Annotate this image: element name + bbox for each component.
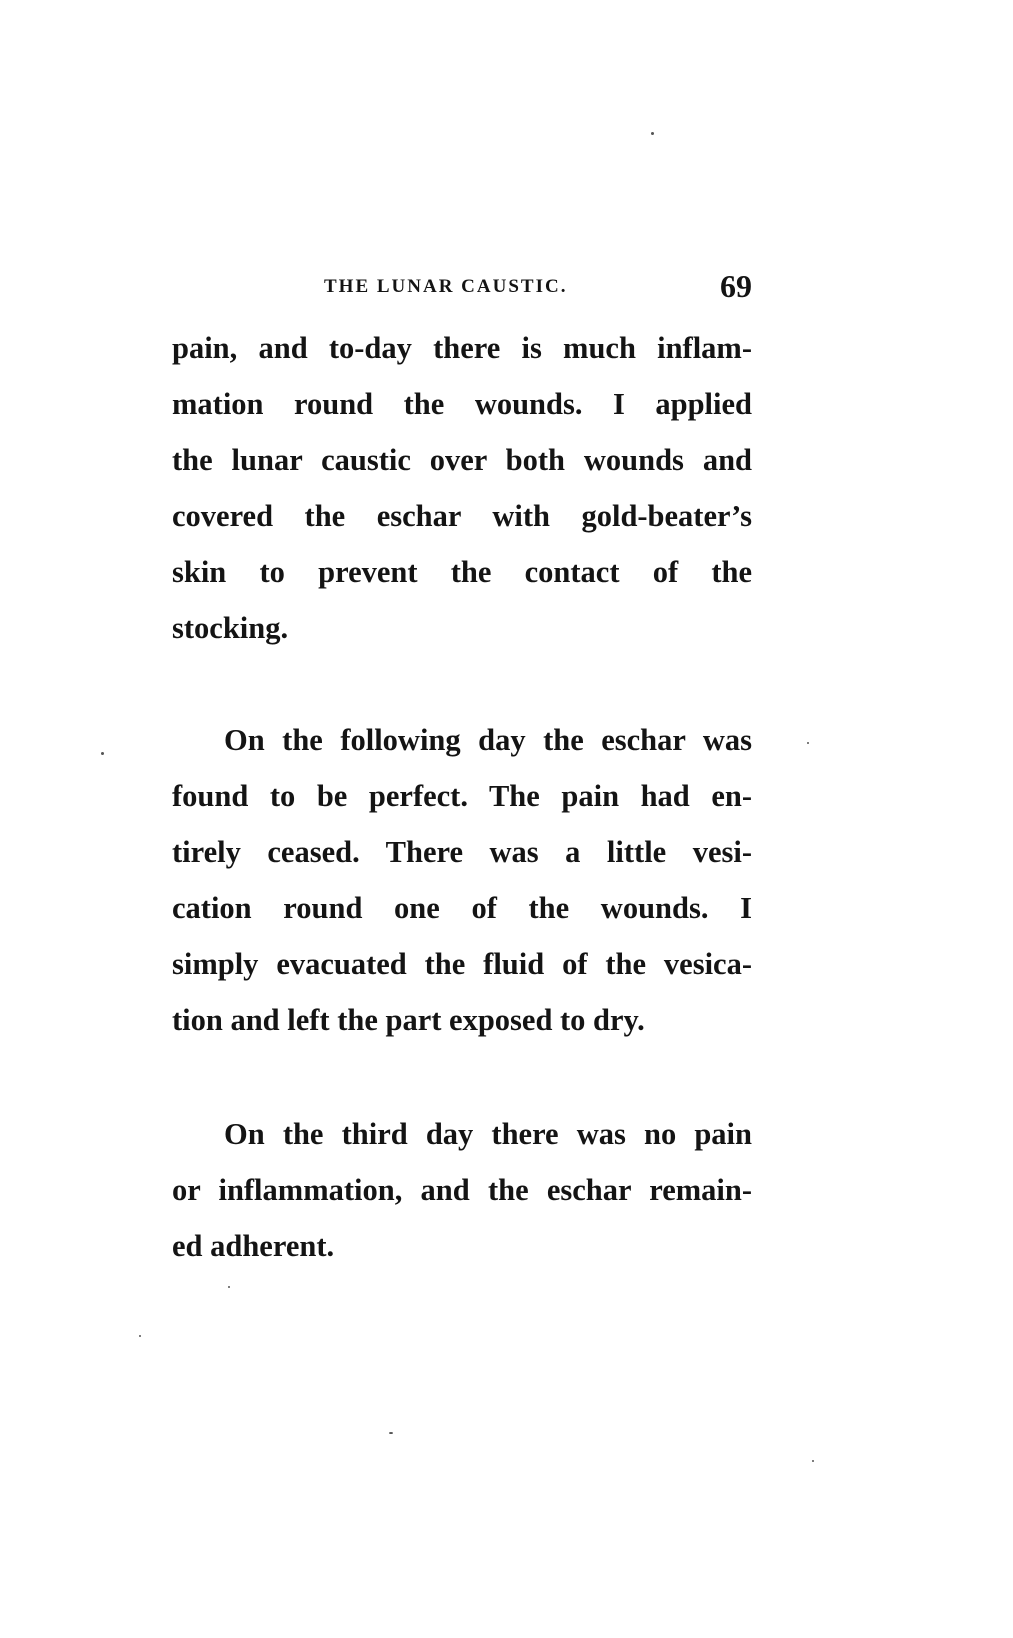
scan-speck xyxy=(228,1286,230,1288)
text-line: pain, and to-day there is much inflam- xyxy=(172,331,752,365)
text-line: or inflammation, and the eschar remain- xyxy=(172,1173,752,1207)
text-line: tirely ceased. There was a little vesi- xyxy=(172,835,752,869)
running-head xyxy=(172,268,752,308)
paragraph-3 xyxy=(172,1106,752,1274)
page-number: 69 xyxy=(720,268,752,304)
scan-speck xyxy=(139,1335,141,1337)
scan-speck xyxy=(389,1432,393,1434)
text-line: the lunar caustic over both wounds and xyxy=(172,443,752,477)
scan-speck xyxy=(807,742,809,744)
text-line: found to be perfect. The pain had en- xyxy=(172,779,752,813)
text-line: mation round the wounds. I applied xyxy=(172,387,752,421)
text-line: ed adherent. xyxy=(172,1229,335,1263)
paragraph-2 xyxy=(172,712,752,1048)
scan-speck xyxy=(101,752,104,755)
text-line: On the third day there was no pain xyxy=(224,1117,752,1151)
paragraph-1 xyxy=(172,320,752,656)
text-line: cation round one of the wounds. I xyxy=(172,891,752,925)
text-line: tion and left the part exposed to dry. xyxy=(172,1003,645,1037)
text-line: simply evacuated the fluid of the vesica- xyxy=(172,947,752,981)
scan-speck xyxy=(651,132,654,135)
text-line: stocking. xyxy=(172,611,289,645)
scan-speck xyxy=(812,1460,814,1462)
text-line: covered the eschar with gold-beater’s xyxy=(172,499,752,533)
running-title: THE LUNAR CAUSTIC. xyxy=(324,276,568,297)
text-line: skin to prevent the contact of the xyxy=(172,555,752,589)
text-line: On the following day the eschar was xyxy=(224,723,752,757)
